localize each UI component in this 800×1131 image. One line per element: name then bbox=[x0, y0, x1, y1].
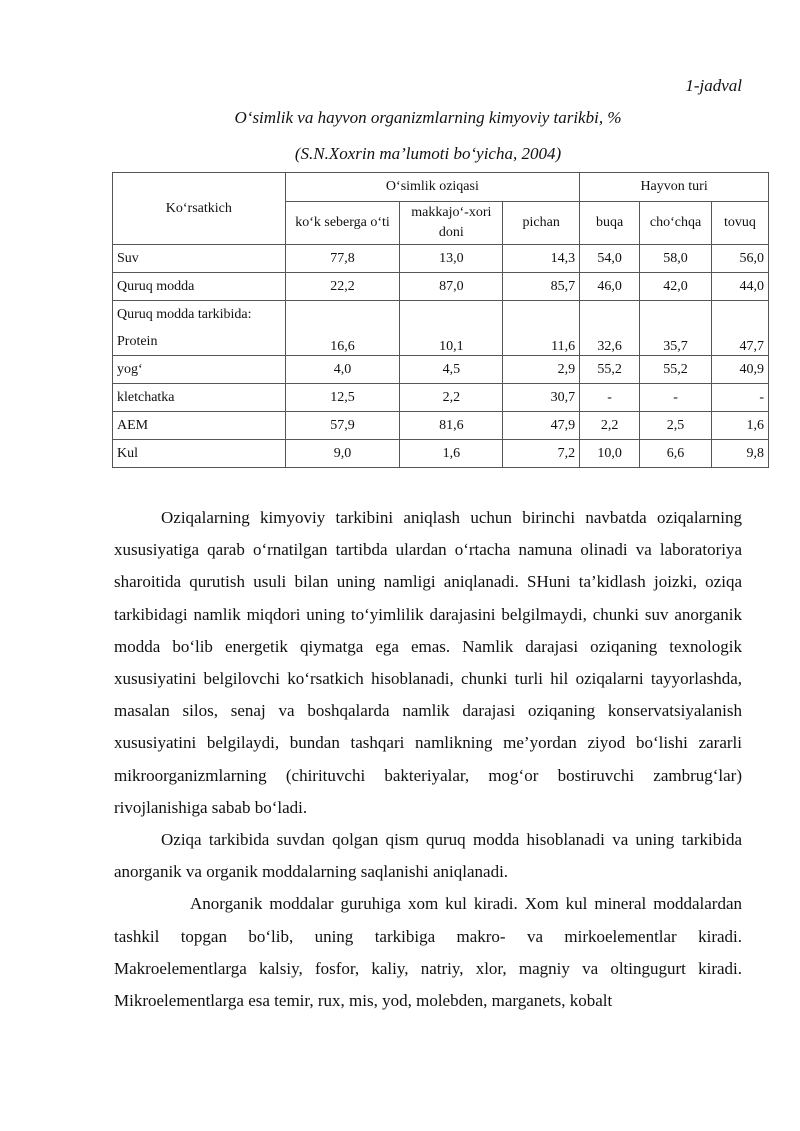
table-cell: 4,5 bbox=[400, 356, 503, 384]
table-cell: 32,6 bbox=[580, 301, 640, 356]
header-column: ko‘k seberga o‘ti bbox=[285, 202, 400, 245]
table-cell: 56,0 bbox=[712, 245, 769, 273]
body-text bbox=[114, 502, 742, 1017]
header-column: cho‘chqa bbox=[640, 202, 712, 245]
header-indicator: Ko‘rsatkich bbox=[113, 173, 286, 245]
table-cell: 9,8 bbox=[712, 440, 769, 468]
table-cell: 6,6 bbox=[640, 440, 712, 468]
table-cell: 12,5 bbox=[285, 384, 400, 412]
table-row bbox=[113, 301, 769, 356]
table-cell: - bbox=[712, 384, 769, 412]
table-cell: 77,8 bbox=[285, 245, 400, 273]
table-header-row bbox=[113, 173, 769, 202]
table-cell: 87,0 bbox=[400, 273, 503, 301]
table-cell: 1,6 bbox=[400, 440, 503, 468]
table-row bbox=[113, 245, 769, 273]
row-label-section: Quruq modda tarkibida: bbox=[117, 307, 252, 322]
table-cell: 22,2 bbox=[285, 273, 400, 301]
table-cell: 57,9 bbox=[285, 412, 400, 440]
header-column: tovuq bbox=[712, 202, 769, 245]
paragraph: Anorganik moddalar guruhiga xom kul kiradi. Xom kul mineral moddalardan tashkil topgan bo‘lib, uning tarkibiga makro- va mirkoelementlar kiradi. Makroelementlarga kalsiy, fosfor, kaliy, natriy, xlor, magniy va oltingugurt kiradi. Mikroelementlarga esa temir, rux, mis, yod, molebden, marganets, kobalt bbox=[114, 894, 742, 1011]
paragraph: Oziqalarning kimyoviy tarkibini aniqlash uchun birinchi navbatda oziqalarning xususiyatiga qarab o‘rnatilgan tartibda ulardan o‘rtacha namuna olinadi va laboratoriya sharoitida qurutish usuli bilan uning namligi aniqlanadi. SHuni ta’kidlash joizki, oziqa tarkibidagi namlik miqdori uning to‘yimlilik darajasini belgilmaydi, chunki suv anorganik modda bo‘lib energetik qiymatga ega emas. Namlik darajasi oziqaning texnologik xususiyatini belgilovchi ko‘rsatkich hisoblanadi, chunki turli hil oziqalarni tayyorlashda, masalan silos, senaj va boshqalarda namlik darajasi oziqaning konservatsiyalanish xususiyatini belgilaydi, bundan tashqari namlikning me’yordan ziyod bo‘lishi zararli mikroorganizmlarning (chirituvchi bakteriyalar, mog‘or bostiruvchi zambrug‘lar) rivojlanishiga sabab bo‘ladi. bbox=[114, 508, 742, 817]
table-cell: 10,1 bbox=[400, 301, 503, 356]
table-cell: 42,0 bbox=[640, 273, 712, 301]
composition-table bbox=[112, 172, 769, 468]
header-group-plant: O‘simlik oziqasi bbox=[285, 173, 580, 202]
table-cell: 30,7 bbox=[503, 384, 580, 412]
header-column: buqa bbox=[580, 202, 640, 245]
table-cell: 81,6 bbox=[400, 412, 503, 440]
table-cell: 7,2 bbox=[503, 440, 580, 468]
paragraph: Oziqa tarkibida suvdan qolgan qism quruq modda hisoblanadi va uning tarkibida anorganik va organik moddalarning saqlanishi aniqlanadi. bbox=[114, 830, 742, 882]
table-cell: 9,0 bbox=[285, 440, 400, 468]
table-cell: 47,9 bbox=[503, 412, 580, 440]
table-cell: 46,0 bbox=[580, 273, 640, 301]
table-cell: 35,7 bbox=[640, 301, 712, 356]
row-label: AEM bbox=[113, 412, 286, 440]
row-label: Quruq modda bbox=[113, 273, 286, 301]
table-cell: - bbox=[640, 384, 712, 412]
table-cell: 2,2 bbox=[400, 384, 503, 412]
header-column: pichan bbox=[503, 202, 580, 245]
table-cell: 47,7 bbox=[712, 301, 769, 356]
table-cell: - bbox=[580, 384, 640, 412]
table-cell: 10,0 bbox=[580, 440, 640, 468]
table-cell: 1,6 bbox=[712, 412, 769, 440]
table-cell: 16,6 bbox=[285, 301, 400, 356]
table-cell: 55,2 bbox=[580, 356, 640, 384]
table-cell: 40,9 bbox=[712, 356, 769, 384]
header-column: makkajo‘-xori doni bbox=[400, 202, 503, 245]
table-subtitle: (S.N.Xoxrin ma’lumoti bo‘yicha, 2004) bbox=[294, 144, 562, 163]
row-label: kletchatka bbox=[113, 384, 286, 412]
table-cell: 85,7 bbox=[503, 273, 580, 301]
row-label: yog‘ bbox=[113, 356, 286, 384]
table-label: 1-jadval bbox=[685, 76, 742, 95]
table-cell: 4,0 bbox=[285, 356, 400, 384]
table-cell: 11,6 bbox=[503, 301, 580, 356]
table-cell: 55,2 bbox=[640, 356, 712, 384]
table-row bbox=[113, 356, 769, 384]
table-cell: 44,0 bbox=[712, 273, 769, 301]
header-group-animal: Hayvon turi bbox=[580, 173, 769, 202]
table-row bbox=[113, 412, 769, 440]
table-cell: 54,0 bbox=[580, 245, 640, 273]
table-cell: 13,0 bbox=[400, 245, 503, 273]
table-row bbox=[113, 440, 769, 468]
row-label bbox=[113, 301, 286, 356]
table-cell: 14,3 bbox=[503, 245, 580, 273]
row-label: Kul bbox=[113, 440, 286, 468]
table-row bbox=[113, 273, 769, 301]
row-label: Suv bbox=[113, 245, 286, 273]
table-cell: 2,5 bbox=[640, 412, 712, 440]
table-cell: 58,0 bbox=[640, 245, 712, 273]
table-title: O‘simlik va hayvon organizmlarning kimyoviy tarikbi, % bbox=[234, 108, 622, 127]
table-cell: 2,2 bbox=[580, 412, 640, 440]
table-row bbox=[113, 384, 769, 412]
row-label-protein: Protein bbox=[117, 334, 158, 349]
table-cell: 2,9 bbox=[503, 356, 580, 384]
